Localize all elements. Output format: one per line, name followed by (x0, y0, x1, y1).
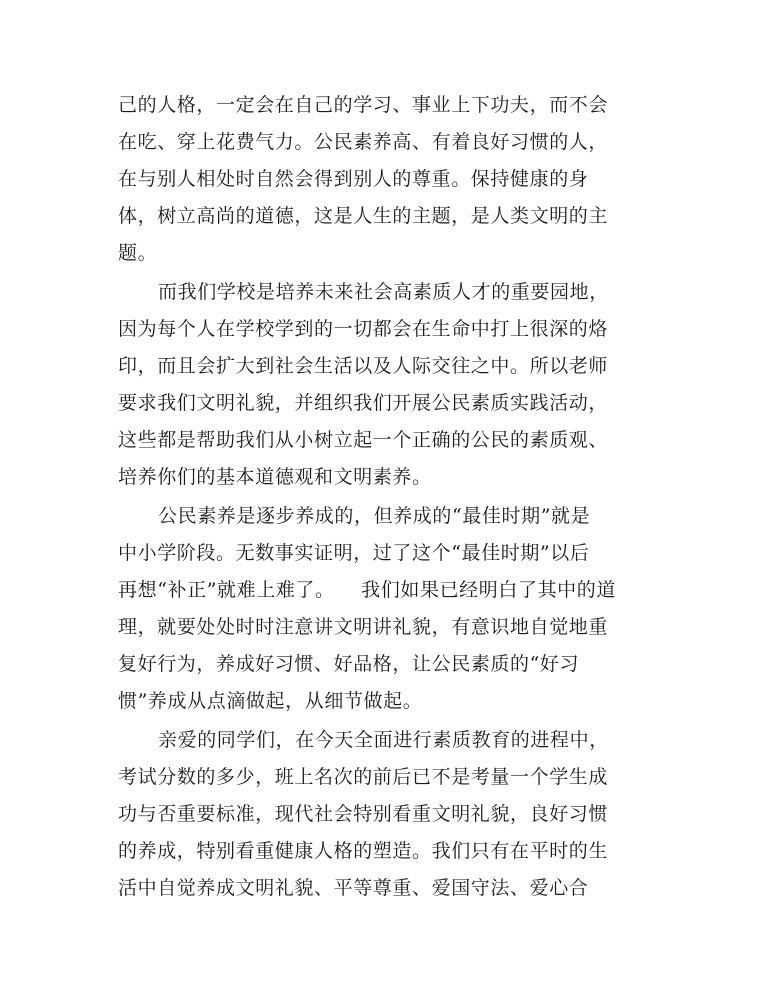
text-line: 理，就要处处时时注意讲文明讲礼貌，有意识地自觉地重 (118, 616, 609, 638)
paragraph-start-line: 亲爱的同学们，在今天全面进行素质教育的进程中， (158, 729, 609, 751)
text-line: 己的人格，一定会在自己的学习、事业上下功夫，而不会 (118, 94, 609, 116)
text-line: 的养成，特别看重健康人格的塑造。我们只有在平时的生 (118, 840, 609, 862)
paragraph-start-line: 而我们学校是培养未来社会高素质人才的重要园地， (158, 281, 609, 303)
text-line: 中小学阶段。无数事实证明，过了这个“最佳时期”以后 (118, 542, 590, 564)
text-line: 因为每个人在学校学到的一切都会在生命中打上很深的烙 (118, 318, 609, 340)
paragraph-start-line: 公民素养是逐步养成的，但养成的“最佳时期”就是 (158, 505, 591, 527)
text-line: 在与别人相处时自然会得到别人的尊重。保持健康的身 (118, 168, 589, 190)
text-line: 在吃、穿上花费气力。公民素养高、有着良好习惯的人， (118, 131, 609, 153)
text-line: 考试分数的多少，班上名次的前后已不是考量一个学生成 (118, 766, 609, 788)
text-line: 功与否重要标准，现代社会特别看重文明礼貌，良好习惯 (118, 803, 609, 825)
text-line: 活中自觉养成文明礼貌、平等尊重、爱国守法、爱心合 (118, 877, 589, 899)
text-line: 这些都是帮助我们从小树立起一个正确的公民的素质观、 (118, 429, 609, 451)
text-line: 惯”养成从点滴做起，从细节做起。 (118, 690, 423, 712)
text-line: 培养你们的基本道德观和文明素养。 (118, 466, 432, 488)
text-line: 印，而且会扩大到社会生活以及人际交往之中。所以老师 (118, 355, 609, 377)
text-line: 体，树立高尚的道德，这是人生的主题，是人类文明的主 (118, 205, 609, 227)
text-line: 要求我们文明礼貌，并组织我们开展公民素质实践活动， (118, 392, 609, 414)
text-line: 题。 (118, 242, 158, 264)
text-line: 再想“补正”就难上难了。 我们如果已经明白了其中的道 (118, 579, 616, 601)
text-line: 复好行为，养成好习惯、好品格，让公民素质的“好习 (118, 653, 580, 675)
